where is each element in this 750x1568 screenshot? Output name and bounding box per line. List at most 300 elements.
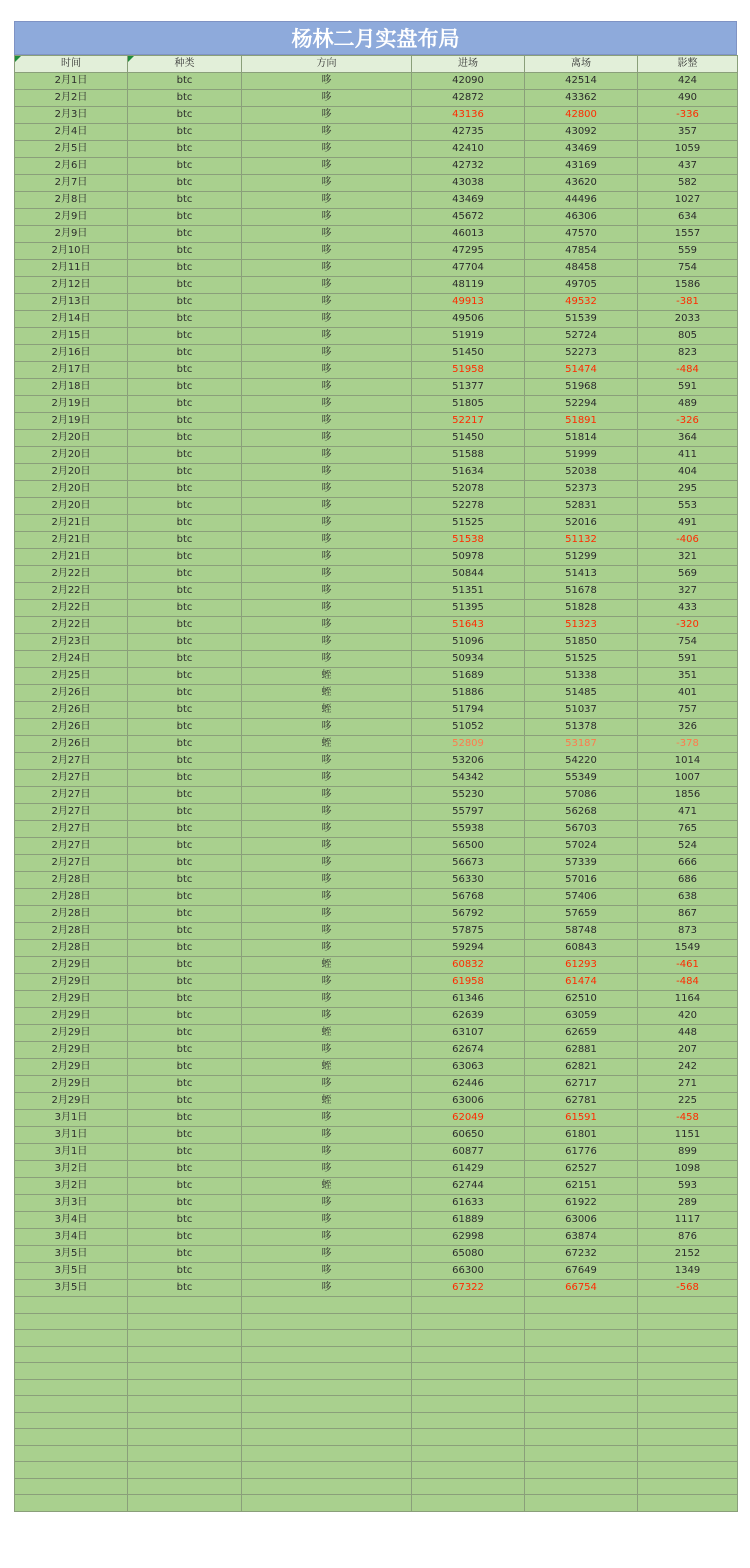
cell-pnl[interactable]: 289 xyxy=(638,1195,738,1212)
empty-cell[interactable] xyxy=(638,1478,738,1495)
cell-date[interactable]: 3月5日 xyxy=(15,1280,128,1297)
cell-pnl[interactable]: 1856 xyxy=(638,787,738,804)
cell-exit[interactable]: 47570 xyxy=(525,226,638,243)
empty-cell[interactable] xyxy=(412,1429,525,1446)
cell-date[interactable]: 2月24日 xyxy=(15,651,128,668)
cell-entry[interactable]: 56792 xyxy=(412,906,525,923)
cell-exit[interactable]: 57406 xyxy=(525,889,638,906)
cell-entry[interactable]: 48119 xyxy=(412,277,525,294)
cell-type[interactable]: btc xyxy=(128,481,242,498)
cell-exit[interactable]: 52294 xyxy=(525,396,638,413)
cell-entry[interactable]: 51958 xyxy=(412,362,525,379)
cell-exit[interactable]: 56268 xyxy=(525,804,638,821)
empty-cell[interactable] xyxy=(15,1330,128,1347)
empty-cell[interactable] xyxy=(412,1412,525,1429)
cell-date[interactable]: 2月22日 xyxy=(15,566,128,583)
empty-cell[interactable] xyxy=(525,1495,638,1512)
cell-direction[interactable]: 哆 xyxy=(242,923,412,940)
cell-pnl[interactable]: 1098 xyxy=(638,1161,738,1178)
empty-cell[interactable] xyxy=(638,1445,738,1462)
empty-cell[interactable] xyxy=(638,1396,738,1413)
cell-date[interactable]: 3月2日 xyxy=(15,1178,128,1195)
empty-cell[interactable] xyxy=(525,1379,638,1396)
cell-date[interactable]: 2月1日 xyxy=(15,73,128,90)
cell-direction[interactable]: 哆 xyxy=(242,651,412,668)
cell-entry[interactable]: 61958 xyxy=(412,974,525,991)
cell-direction[interactable]: 哆 xyxy=(242,770,412,787)
cell-pnl[interactable]: 489 xyxy=(638,396,738,413)
cell-direction[interactable]: 哆 xyxy=(242,1212,412,1229)
cell-entry[interactable]: 62049 xyxy=(412,1110,525,1127)
cell-date[interactable]: 2月20日 xyxy=(15,481,128,498)
cell-exit[interactable]: 51378 xyxy=(525,719,638,736)
cell-direction[interactable]: 哆 xyxy=(242,1127,412,1144)
cell-direction[interactable]: 哆 xyxy=(242,753,412,770)
cell-type[interactable]: btc xyxy=(128,940,242,957)
cell-exit[interactable]: 51850 xyxy=(525,634,638,651)
empty-cell[interactable] xyxy=(128,1478,242,1495)
empty-cell[interactable] xyxy=(242,1462,412,1479)
cell-exit[interactable]: 62781 xyxy=(525,1093,638,1110)
cell-exit[interactable]: 63006 xyxy=(525,1212,638,1229)
cell-entry[interactable]: 62639 xyxy=(412,1008,525,1025)
cell-entry[interactable]: 62674 xyxy=(412,1042,525,1059)
cell-pnl[interactable]: -326 xyxy=(638,413,738,430)
cell-type[interactable]: btc xyxy=(128,889,242,906)
cell-exit[interactable]: 52016 xyxy=(525,515,638,532)
cell-date[interactable]: 2月18日 xyxy=(15,379,128,396)
cell-type[interactable]: btc xyxy=(128,447,242,464)
cell-direction[interactable]: 哆 xyxy=(242,1246,412,1263)
cell-entry[interactable]: 50934 xyxy=(412,651,525,668)
empty-cell[interactable] xyxy=(242,1495,412,1512)
cell-type[interactable]: btc xyxy=(128,464,242,481)
cell-entry[interactable]: 42410 xyxy=(412,141,525,158)
cell-direction[interactable]: 哆 xyxy=(242,583,412,600)
cell-exit[interactable]: 55349 xyxy=(525,770,638,787)
cell-entry[interactable]: 51794 xyxy=(412,702,525,719)
cell-entry[interactable]: 51395 xyxy=(412,600,525,617)
cell-pnl[interactable]: 490 xyxy=(638,90,738,107)
empty-cell[interactable] xyxy=(638,1462,738,1479)
cell-date[interactable]: 2月12日 xyxy=(15,277,128,294)
cell-pnl[interactable]: 638 xyxy=(638,889,738,906)
cell-exit[interactable]: 43620 xyxy=(525,175,638,192)
cell-type[interactable]: btc xyxy=(128,617,242,634)
cell-exit[interactable]: 51539 xyxy=(525,311,638,328)
cell-exit[interactable]: 62821 xyxy=(525,1059,638,1076)
cell-pnl[interactable]: 437 xyxy=(638,158,738,175)
cell-type[interactable]: btc xyxy=(128,1212,242,1229)
empty-cell[interactable] xyxy=(242,1313,412,1330)
cell-date[interactable]: 2月29日 xyxy=(15,1093,128,1110)
cell-date[interactable]: 2月28日 xyxy=(15,940,128,957)
cell-type[interactable]: btc xyxy=(128,1127,242,1144)
cell-date[interactable]: 2月29日 xyxy=(15,1008,128,1025)
cell-exit[interactable]: 51828 xyxy=(525,600,638,617)
cell-date[interactable]: 3月2日 xyxy=(15,1161,128,1178)
cell-pnl[interactable]: 686 xyxy=(638,872,738,889)
cell-entry[interactable]: 56673 xyxy=(412,855,525,872)
cell-entry[interactable]: 42735 xyxy=(412,124,525,141)
cell-pnl[interactable]: 1557 xyxy=(638,226,738,243)
cell-pnl[interactable]: 471 xyxy=(638,804,738,821)
cell-direction[interactable]: 哆 xyxy=(242,498,412,515)
cell-pnl[interactable]: 357 xyxy=(638,124,738,141)
cell-date[interactable]: 2月26日 xyxy=(15,685,128,702)
cell-pnl[interactable]: -320 xyxy=(638,617,738,634)
cell-pnl[interactable]: 591 xyxy=(638,379,738,396)
empty-cell[interactable] xyxy=(412,1313,525,1330)
cell-pnl[interactable]: 207 xyxy=(638,1042,738,1059)
cell-type[interactable]: btc xyxy=(128,1195,242,1212)
cell-direction[interactable]: 蛭 xyxy=(242,1093,412,1110)
cell-date[interactable]: 2月29日 xyxy=(15,1042,128,1059)
cell-entry[interactable]: 56768 xyxy=(412,889,525,906)
empty-cell[interactable] xyxy=(525,1313,638,1330)
cell-pnl[interactable]: 448 xyxy=(638,1025,738,1042)
cell-exit[interactable]: 60843 xyxy=(525,940,638,957)
cell-direction[interactable]: 哆 xyxy=(242,566,412,583)
cell-type[interactable]: btc xyxy=(128,515,242,532)
cell-direction[interactable]: 蛭 xyxy=(242,957,412,974)
cell-exit[interactable]: 51891 xyxy=(525,413,638,430)
cell-entry[interactable]: 67322 xyxy=(412,1280,525,1297)
cell-date[interactable]: 2月17日 xyxy=(15,362,128,379)
cell-date[interactable]: 2月26日 xyxy=(15,736,128,753)
cell-exit[interactable]: 57086 xyxy=(525,787,638,804)
cell-direction[interactable]: 哆 xyxy=(242,1280,412,1297)
cell-entry[interactable]: 66300 xyxy=(412,1263,525,1280)
cell-entry[interactable]: 56500 xyxy=(412,838,525,855)
cell-type[interactable]: btc xyxy=(128,328,242,345)
cell-exit[interactable]: 51338 xyxy=(525,668,638,685)
cell-date[interactable]: 2月27日 xyxy=(15,804,128,821)
cell-date[interactable]: 2月22日 xyxy=(15,583,128,600)
cell-date[interactable]: 3月4日 xyxy=(15,1212,128,1229)
empty-cell[interactable] xyxy=(525,1412,638,1429)
empty-cell[interactable] xyxy=(242,1297,412,1314)
cell-entry[interactable]: 51351 xyxy=(412,583,525,600)
cell-pnl[interactable]: 351 xyxy=(638,668,738,685)
empty-cell[interactable] xyxy=(412,1346,525,1363)
cell-entry[interactable]: 63107 xyxy=(412,1025,525,1042)
empty-cell[interactable] xyxy=(15,1297,128,1314)
cell-type[interactable]: btc xyxy=(128,277,242,294)
cell-type[interactable]: btc xyxy=(128,209,242,226)
cell-date[interactable]: 2月27日 xyxy=(15,838,128,855)
cell-date[interactable]: 2月29日 xyxy=(15,1025,128,1042)
cell-direction[interactable]: 哆 xyxy=(242,1195,412,1212)
empty-cell[interactable] xyxy=(638,1495,738,1512)
cell-direction[interactable]: 哆 xyxy=(242,617,412,634)
empty-cell[interactable] xyxy=(128,1346,242,1363)
cell-entry[interactable]: 51096 xyxy=(412,634,525,651)
cell-date[interactable]: 2月7日 xyxy=(15,175,128,192)
cell-exit[interactable]: 67649 xyxy=(525,1263,638,1280)
cell-direction[interactable]: 哆 xyxy=(242,532,412,549)
cell-entry[interactable]: 62998 xyxy=(412,1229,525,1246)
cell-type[interactable]: btc xyxy=(128,175,242,192)
cell-pnl[interactable]: 899 xyxy=(638,1144,738,1161)
cell-exit[interactable]: 51814 xyxy=(525,430,638,447)
cell-date[interactable]: 2月8日 xyxy=(15,192,128,209)
empty-cell[interactable] xyxy=(525,1346,638,1363)
cell-exit[interactable]: 51968 xyxy=(525,379,638,396)
cell-entry[interactable]: 51634 xyxy=(412,464,525,481)
cell-entry[interactable]: 51450 xyxy=(412,345,525,362)
cell-direction[interactable]: 蛭 xyxy=(242,1059,412,1076)
cell-exit[interactable]: 42514 xyxy=(525,73,638,90)
cell-type[interactable]: btc xyxy=(128,923,242,940)
cell-exit[interactable]: 51132 xyxy=(525,532,638,549)
cell-entry[interactable]: 63063 xyxy=(412,1059,525,1076)
cell-pnl[interactable]: 1007 xyxy=(638,770,738,787)
empty-cell[interactable] xyxy=(15,1495,128,1512)
cell-type[interactable]: btc xyxy=(128,124,242,141)
cell-entry[interactable]: 56330 xyxy=(412,872,525,889)
cell-pnl[interactable]: 593 xyxy=(638,1178,738,1195)
cell-type[interactable]: btc xyxy=(128,226,242,243)
cell-type[interactable]: btc xyxy=(128,362,242,379)
empty-cell[interactable] xyxy=(15,1462,128,1479)
empty-cell[interactable] xyxy=(525,1478,638,1495)
cell-pnl[interactable]: 666 xyxy=(638,855,738,872)
cell-exit[interactable]: 52724 xyxy=(525,328,638,345)
cell-date[interactable]: 2月23日 xyxy=(15,634,128,651)
cell-date[interactable]: 2月3日 xyxy=(15,107,128,124)
empty-cell[interactable] xyxy=(15,1313,128,1330)
cell-entry[interactable]: 59294 xyxy=(412,940,525,957)
cell-date[interactable]: 2月2日 xyxy=(15,90,128,107)
cell-type[interactable]: btc xyxy=(128,1076,242,1093)
cell-direction[interactable]: 哆 xyxy=(242,362,412,379)
cell-entry[interactable]: 60832 xyxy=(412,957,525,974)
cell-date[interactable]: 2月27日 xyxy=(15,855,128,872)
cell-date[interactable]: 2月10日 xyxy=(15,243,128,260)
cell-exit[interactable]: 62717 xyxy=(525,1076,638,1093)
cell-date[interactable]: 2月20日 xyxy=(15,430,128,447)
empty-cell[interactable] xyxy=(128,1396,242,1413)
cell-entry[interactable]: 43469 xyxy=(412,192,525,209)
empty-cell[interactable] xyxy=(15,1429,128,1446)
cell-exit[interactable]: 49532 xyxy=(525,294,638,311)
header-exit[interactable]: 离场 xyxy=(525,56,638,73)
cell-pnl[interactable]: 876 xyxy=(638,1229,738,1246)
cell-direction[interactable]: 蛭 xyxy=(242,736,412,753)
cell-exit[interactable]: 62527 xyxy=(525,1161,638,1178)
cell-entry[interactable]: 55230 xyxy=(412,787,525,804)
cell-pnl[interactable]: 873 xyxy=(638,923,738,940)
empty-cell[interactable] xyxy=(525,1297,638,1314)
cell-exit[interactable]: 47854 xyxy=(525,243,638,260)
cell-exit[interactable]: 44496 xyxy=(525,192,638,209)
empty-cell[interactable] xyxy=(242,1346,412,1363)
cell-pnl[interactable]: -336 xyxy=(638,107,738,124)
cell-direction[interactable]: 哆 xyxy=(242,90,412,107)
cell-direction[interactable]: 哆 xyxy=(242,481,412,498)
empty-cell[interactable] xyxy=(242,1445,412,1462)
cell-type[interactable]: btc xyxy=(128,1144,242,1161)
cell-type[interactable]: btc xyxy=(128,498,242,515)
cell-type[interactable]: btc xyxy=(128,1161,242,1178)
cell-date[interactable]: 2月20日 xyxy=(15,498,128,515)
cell-entry[interactable]: 46013 xyxy=(412,226,525,243)
cell-direction[interactable]: 哆 xyxy=(242,192,412,209)
cell-entry[interactable]: 54342 xyxy=(412,770,525,787)
cell-direction[interactable]: 哆 xyxy=(242,396,412,413)
cell-exit[interactable]: 43169 xyxy=(525,158,638,175)
cell-type[interactable]: btc xyxy=(128,1042,242,1059)
cell-pnl[interactable]: 364 xyxy=(638,430,738,447)
cell-direction[interactable]: 哆 xyxy=(242,73,412,90)
cell-date[interactable]: 2月26日 xyxy=(15,719,128,736)
cell-pnl[interactable]: 1059 xyxy=(638,141,738,158)
cell-type[interactable]: btc xyxy=(128,991,242,1008)
cell-entry[interactable]: 51525 xyxy=(412,515,525,532)
cell-type[interactable]: btc xyxy=(128,872,242,889)
cell-type[interactable]: btc xyxy=(128,651,242,668)
cell-date[interactable]: 2月28日 xyxy=(15,923,128,940)
cell-exit[interactable]: 61776 xyxy=(525,1144,638,1161)
cell-direction[interactable]: 哆 xyxy=(242,107,412,124)
empty-cell[interactable] xyxy=(128,1445,242,1462)
cell-pnl[interactable]: 1151 xyxy=(638,1127,738,1144)
empty-cell[interactable] xyxy=(412,1478,525,1495)
cell-date[interactable]: 3月1日 xyxy=(15,1144,128,1161)
cell-exit[interactable]: 51037 xyxy=(525,702,638,719)
cell-type[interactable]: btc xyxy=(128,1246,242,1263)
cell-entry[interactable]: 47704 xyxy=(412,260,525,277)
empty-cell[interactable] xyxy=(128,1313,242,1330)
cell-date[interactable]: 2月19日 xyxy=(15,396,128,413)
cell-direction[interactable]: 哆 xyxy=(242,515,412,532)
cell-pnl[interactable]: 225 xyxy=(638,1093,738,1110)
cell-type[interactable]: btc xyxy=(128,107,242,124)
empty-cell[interactable] xyxy=(525,1429,638,1446)
cell-pnl[interactable]: 1164 xyxy=(638,991,738,1008)
cell-exit[interactable]: 51485 xyxy=(525,685,638,702)
cell-pnl[interactable]: 805 xyxy=(638,328,738,345)
cell-type[interactable]: btc xyxy=(128,974,242,991)
empty-cell[interactable] xyxy=(412,1363,525,1380)
cell-exit[interactable]: 51474 xyxy=(525,362,638,379)
cell-entry[interactable]: 61633 xyxy=(412,1195,525,1212)
cell-exit[interactable]: 62151 xyxy=(525,1178,638,1195)
cell-pnl[interactable]: 591 xyxy=(638,651,738,668)
cell-pnl[interactable]: 2152 xyxy=(638,1246,738,1263)
cell-entry[interactable]: 51450 xyxy=(412,430,525,447)
cell-direction[interactable]: 哆 xyxy=(242,311,412,328)
cell-type[interactable]: btc xyxy=(128,1008,242,1025)
cell-direction[interactable]: 哆 xyxy=(242,464,412,481)
cell-entry[interactable]: 50844 xyxy=(412,566,525,583)
cell-pnl[interactable]: 2033 xyxy=(638,311,738,328)
cell-entry[interactable]: 52217 xyxy=(412,413,525,430)
cell-exit[interactable]: 51999 xyxy=(525,447,638,464)
cell-direction[interactable]: 哆 xyxy=(242,1263,412,1280)
cell-direction[interactable]: 哆 xyxy=(242,141,412,158)
cell-type[interactable]: btc xyxy=(128,243,242,260)
cell-direction[interactable]: 哆 xyxy=(242,821,412,838)
cell-type[interactable]: btc xyxy=(128,379,242,396)
cell-direction[interactable]: 哆 xyxy=(242,1229,412,1246)
cell-pnl[interactable]: 754 xyxy=(638,260,738,277)
cell-entry[interactable]: 51643 xyxy=(412,617,525,634)
cell-exit[interactable]: 43469 xyxy=(525,141,638,158)
cell-pnl[interactable]: 559 xyxy=(638,243,738,260)
empty-cell[interactable] xyxy=(128,1495,242,1512)
cell-exit[interactable]: 43362 xyxy=(525,90,638,107)
cell-direction[interactable]: 哆 xyxy=(242,838,412,855)
cell-type[interactable]: btc xyxy=(128,1059,242,1076)
cell-exit[interactable]: 61922 xyxy=(525,1195,638,1212)
cell-direction[interactable]: 哆 xyxy=(242,940,412,957)
cell-exit[interactable]: 57659 xyxy=(525,906,638,923)
header-entry[interactable]: 进场 xyxy=(412,56,525,73)
cell-pnl[interactable]: 424 xyxy=(638,73,738,90)
cell-exit[interactable]: 66754 xyxy=(525,1280,638,1297)
cell-direction[interactable]: 哆 xyxy=(242,719,412,736)
cell-entry[interactable]: 42872 xyxy=(412,90,525,107)
cell-date[interactable]: 2月21日 xyxy=(15,515,128,532)
cell-pnl[interactable]: 765 xyxy=(638,821,738,838)
cell-entry[interactable]: 62744 xyxy=(412,1178,525,1195)
empty-cell[interactable] xyxy=(525,1445,638,1462)
cell-exit[interactable]: 53187 xyxy=(525,736,638,753)
cell-entry[interactable]: 51052 xyxy=(412,719,525,736)
cell-pnl[interactable]: 411 xyxy=(638,447,738,464)
cell-exit[interactable]: 46306 xyxy=(525,209,638,226)
cell-date[interactable]: 2月20日 xyxy=(15,447,128,464)
empty-cell[interactable] xyxy=(638,1313,738,1330)
cell-entry[interactable]: 51919 xyxy=(412,328,525,345)
cell-direction[interactable]: 哆 xyxy=(242,345,412,362)
cell-direction[interactable]: 哆 xyxy=(242,804,412,821)
cell-pnl[interactable]: 1349 xyxy=(638,1263,738,1280)
empty-cell[interactable] xyxy=(128,1363,242,1380)
cell-date[interactable]: 3月5日 xyxy=(15,1246,128,1263)
cell-date[interactable]: 2月29日 xyxy=(15,957,128,974)
cell-pnl[interactable]: -484 xyxy=(638,974,738,991)
cell-type[interactable]: btc xyxy=(128,260,242,277)
cell-exit[interactable]: 62510 xyxy=(525,991,638,1008)
cell-entry[interactable]: 51538 xyxy=(412,532,525,549)
cell-pnl[interactable]: -381 xyxy=(638,294,738,311)
empty-cell[interactable] xyxy=(242,1478,412,1495)
cell-type[interactable]: btc xyxy=(128,838,242,855)
cell-type[interactable]: btc xyxy=(128,1280,242,1297)
empty-cell[interactable] xyxy=(15,1478,128,1495)
empty-cell[interactable] xyxy=(242,1412,412,1429)
cell-entry[interactable]: 65080 xyxy=(412,1246,525,1263)
cell-pnl[interactable]: 757 xyxy=(638,702,738,719)
cell-pnl[interactable]: -461 xyxy=(638,957,738,974)
cell-direction[interactable]: 蛭 xyxy=(242,668,412,685)
empty-cell[interactable] xyxy=(128,1330,242,1347)
cell-exit[interactable]: 54220 xyxy=(525,753,638,770)
cell-direction[interactable]: 哆 xyxy=(242,243,412,260)
cell-exit[interactable]: 51299 xyxy=(525,549,638,566)
cell-pnl[interactable]: 754 xyxy=(638,634,738,651)
cell-exit[interactable]: 61293 xyxy=(525,957,638,974)
cell-type[interactable]: btc xyxy=(128,566,242,583)
cell-date[interactable]: 2月19日 xyxy=(15,413,128,430)
cell-pnl[interactable]: 1549 xyxy=(638,940,738,957)
cell-pnl[interactable]: 569 xyxy=(638,566,738,583)
cell-exit[interactable]: 56703 xyxy=(525,821,638,838)
cell-entry[interactable]: 61889 xyxy=(412,1212,525,1229)
